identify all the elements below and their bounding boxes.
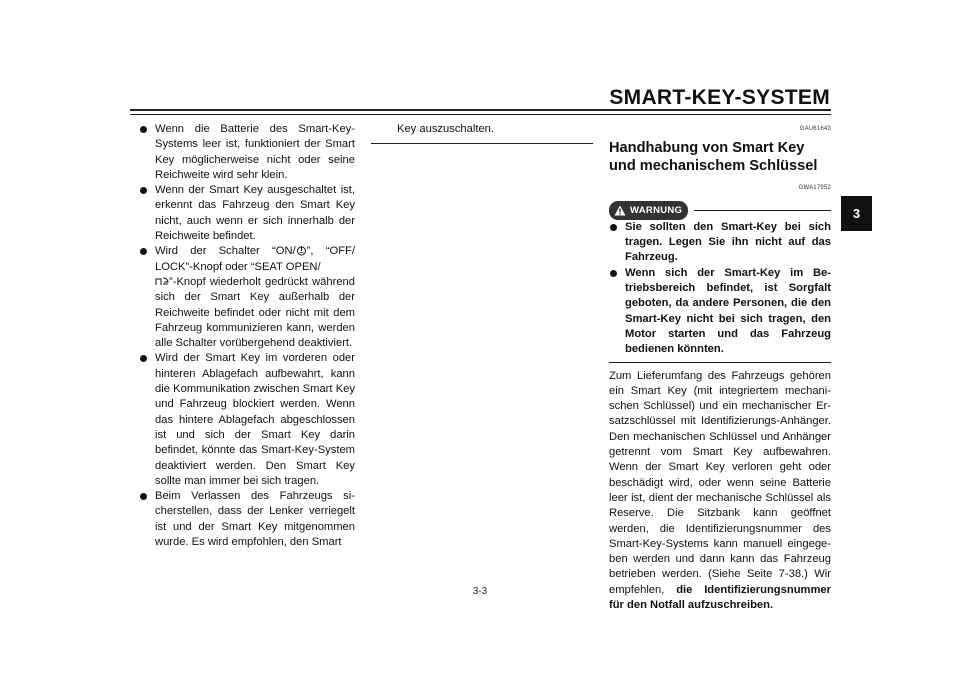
warning-rule xyxy=(694,210,831,211)
warning-list xyxy=(609,220,831,358)
warning-reference-code: GWA17952 xyxy=(798,185,831,192)
page-number: 3-3 xyxy=(472,586,488,597)
bullet-text: Wird der Schalter “ON/ xyxy=(155,245,296,258)
column-middle xyxy=(371,122,593,144)
warning-end-rule xyxy=(609,362,831,363)
body-paragraph xyxy=(609,369,831,614)
bullet-item: Wenn der Smart Key ausgeschaltet ist, erkennt das Fahrzeug den Smart Key nicht, auch wenn er sich innerhalb der Reichweite befindet. xyxy=(139,183,355,244)
section-heading: Handhabung von Smart Key und mechanischem Schlüssel xyxy=(609,140,818,175)
column-left xyxy=(139,122,355,550)
bullet-item xyxy=(139,244,355,351)
seat-open-icon xyxy=(155,276,169,287)
header-rule-thin xyxy=(130,114,831,115)
warning-item: Wenn sich der Smart-Key im Betriebsbereich befindet, ist Sorgfalt geboten, da andere Personen, die den Smart-Key nicht bei sich tragen, den Motor starten und das Fahrzeug bedienen könnten. xyxy=(609,266,831,358)
paragraph-emphasis: die Identifizierungsnummer für den Notfall aufzuschreiben. xyxy=(609,583,832,612)
warning-item: Sie sollten den Smart-Key bei sich tragen. Legen Sie ihn nicht auf das Fahrzeug. xyxy=(609,220,831,266)
warning-header xyxy=(609,201,831,220)
warning-triangle-icon xyxy=(614,205,626,216)
bullet-text: ”, “OFF/ LOCK”-Knopf oder “SEAT OPEN/ xyxy=(155,245,355,273)
bullet-item: Wird der Smart Key im vorderen oder hinteren Ablagefach aufbewahrt, kann die Kommunikation zwischen Smart Key und Fahrzeug blockiert werden. Wenn das hintere Ablagefach abgeschlossen ist und sich der Smart Key darin befindet, könnte das Smart-Key-System deaktiviert werden. Den Smart Key sollte man immer bei sich tragen. xyxy=(139,351,355,489)
page-header-title: SMART-KEY-SYSTEM xyxy=(609,86,830,109)
continued-text: Key auszuschalten. xyxy=(397,123,495,135)
power-switch-icon xyxy=(296,245,307,256)
chapter-tab: 3 xyxy=(841,196,872,231)
bullet-list xyxy=(139,122,355,550)
warning-badge xyxy=(609,201,688,220)
column-right xyxy=(609,122,831,613)
paragraph-text: Zum Lieferumfang des Fahrzeugs gehören ein Smart Key (mit integriertem mechanischen Schlüssel) und ein mechanischer Ersatzschlüssel mit Identifizierungs-Anhänger. Den mechanischen Schlüssel und Anhänger getrennt vom Smart Key aufbewahren. Wenn der Smart Key verloren geht oder beschädigt wird, oder wenn seine Batterie leer ist, dient der mechanische Schlüssel als Reserve. Die Sitzbank kann geöffnet werden, die Identifizierungsnummer des Smart-Key-Systems kann manuell eingegeben werden und dann kann das Fahrzeug betrieben werden. (Siehe Seite 7-38.) Wir empfehlen, xyxy=(609,369,831,596)
bullet-item: Beim Verlassen des Fahrzeugs sicherstellen, dass der Lenker verriegelt ist und der Smart Key mitgenommen wurde. Es wird empfohlen, den Smart xyxy=(139,489,355,550)
header-rule xyxy=(130,109,831,111)
bullet-item: Wenn die Batterie des Smart-Key-Systems leer ist, funktioniert der Smart Key möglicherweise nicht oder seine Reichweite wird sehr klein. xyxy=(139,122,355,183)
section-end-rule xyxy=(371,143,593,144)
bullet-text: ”-Knopf wiederholt gedrückt während sich der Smart Key außerhalb der Reichweite befindet oder nicht mit dem Fahrzeug kommunizieren kann, werden alle Schalter vorübergehend deaktiviert. xyxy=(155,275,355,350)
reference-code: GAU61643 xyxy=(799,126,831,132)
warning-label: WARNUNG xyxy=(630,204,683,216)
